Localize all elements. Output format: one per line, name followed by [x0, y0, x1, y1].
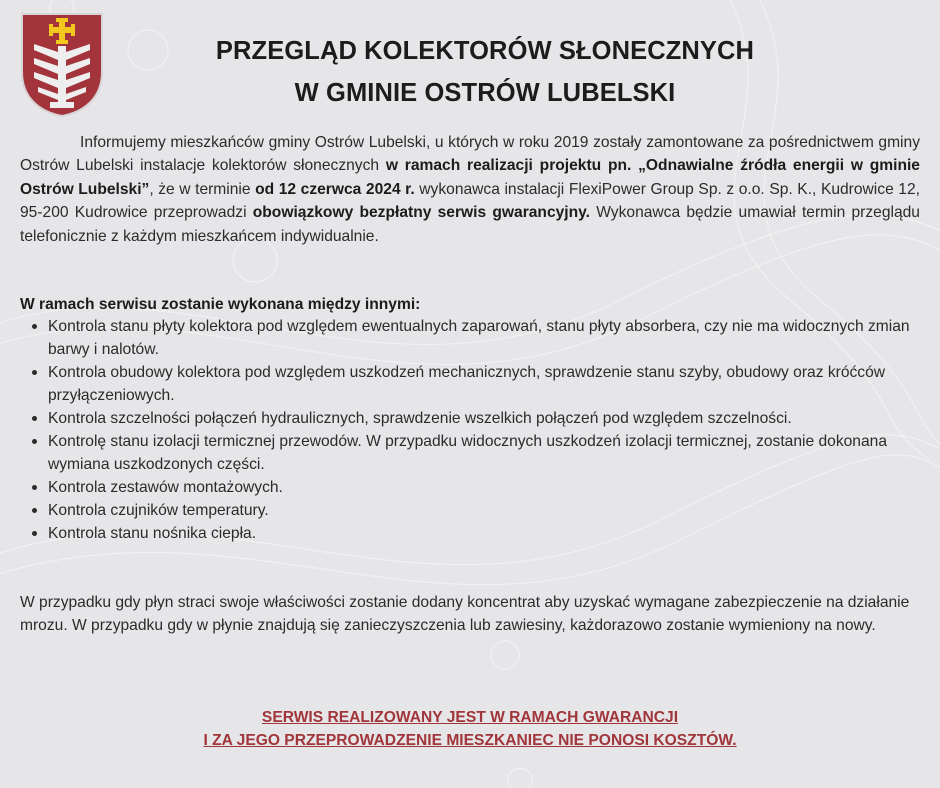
notice-line-2: I ZA JEGO PRZEPROWADZENIE MIESZKANIEC NIE PONOSI KOSZTÓW.: [203, 732, 737, 749]
intro-text-1: Informujemy mieszkańców gminy Ostrów Lubelski, u których w roku 2019 zostały zamontowane za pośrednictwem gminy Ostrów Lubelski instalacje kolektorów słonecznych: [20, 134, 920, 175]
title-line-2: W GMINIE OSTRÓW LUBELSKI: [294, 79, 676, 107]
page-title: [150, 30, 820, 114]
list-item: Kontrola zestawów montażowych.: [20, 476, 920, 499]
closing-paragraph: W przypadku gdy płyn straci swoje właściwości zostanie dodany koncentrat aby uzyskać wymagane zabezpieczenie na działanie mrozu. W przypadku gdy w płynie znajdują się zanieczyszczenia lub zawiesiny, każdorazowo zostanie wymieniony na nowy.: [20, 594, 910, 634]
intro-date: od 12 czerwca 2024 r.: [255, 180, 415, 198]
intro-paragraph: [20, 131, 920, 248]
list-item: Kontrola stanu płyty kolektora pod względem ewentualnych zaparowań, stanu płyty absorbera, czy nie ma widocznych zmian barwy i nalotów.: [20, 315, 920, 361]
list-item: Kontrola szczelności połączeń hydraulicznych, sprawdzenie wszelkich połączeń pod względem szczelności.: [20, 407, 920, 430]
list-item: Kontrolę stanu izolacji termicznej przewodów. W przypadku widocznych uszkodzeń izolacji termicznej, zostanie dokonana wymiana uszkodzonych części.: [20, 430, 920, 476]
warranty-notice: [100, 706, 840, 752]
list-item: Kontrola obudowy kolektora pod względem uszkodzeń mechanicznych, sprawdzenie stanu szyby, obudowy oraz króćców przyłączeniowych.: [20, 361, 920, 407]
intro-service-type: obowiązkowy bezpłatny serwis gwarancyjny.: [252, 204, 591, 222]
intro-project-name: w ramach realizacji projektu pn. „Odnawialne źródła energii w gminie Ostrów Lubelski”: [20, 157, 920, 198]
scope-heading: W ramach serwisu zostanie wykonana między innymi:: [20, 296, 421, 313]
intro-text-3: wykonawca instalacji FlexiPower Group Sp. z o.o. Sp. K., Kudrowice 12, 95-200 Kudrowice przeprowadzi: [20, 180, 920, 222]
list-item: Kontrola czujników temperatury.: [20, 499, 920, 522]
intro-text-2: , że w terminie: [149, 180, 256, 198]
list-item: Kontrola stanu nośnika ciepła.: [20, 522, 920, 545]
title-line-1: PRZEGLĄD KOLEKTORÓW SŁONECZNYCH: [215, 37, 755, 65]
notice-line-1: SERWIS REALIZOWANY JEST W RAMACH GWARANCJI: [261, 709, 679, 726]
coat-of-arms-icon: [20, 12, 104, 118]
service-task-list: [20, 315, 920, 545]
intro-text-4: Wykonawca będzie umawiał termin przeglądu telefonicznie z każdym mieszkańcem indywidualnie.: [20, 204, 920, 245]
